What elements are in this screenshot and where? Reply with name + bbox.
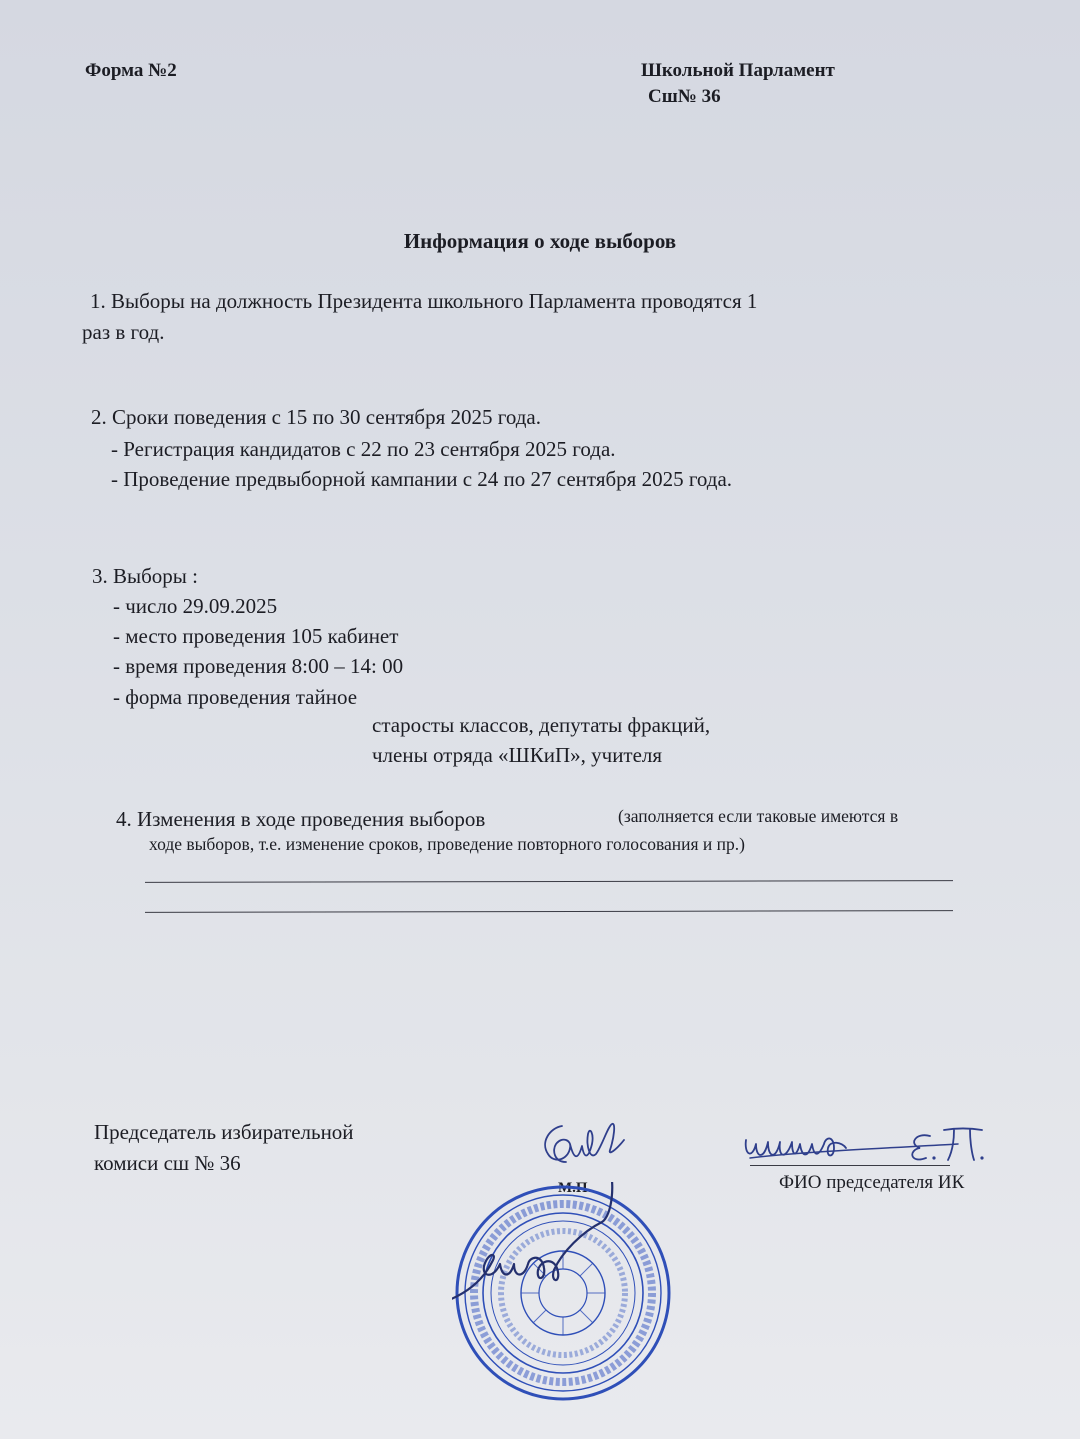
chair-title-line2: комиси сш № 36 xyxy=(94,1151,241,1175)
school-number: Сш№ 36 xyxy=(648,86,721,107)
fio-caption: ФИО председателя ИК xyxy=(779,1172,965,1193)
election-time: - время проведения 8:00 – 14: 00 xyxy=(113,654,404,678)
section3-heading: 3. Выборы : xyxy=(92,564,198,588)
chair-signature xyxy=(532,1114,632,1176)
voters-line2: члены отряда «ШКиП», учителя xyxy=(372,743,663,767)
fill-line-1 xyxy=(145,880,953,883)
section2-heading: 2. Сроки поведения с 15 по 30 сентября 2025 года. xyxy=(91,405,542,429)
section2-registration: - Регистрация кандидатов с 22 по 23 сентября 2025 года. xyxy=(111,437,616,461)
official-stamp xyxy=(452,1182,674,1404)
section2-campaign: - Проведение предвыборной кампании с 24 по 27 сентября 2025 года. xyxy=(111,467,733,491)
section4-note-line2: ходе выборов, т.е. изменение сроков, проведение повторного голосования и пр.) xyxy=(149,834,745,854)
section4-note-line1: (заполняется если таковые имеются в xyxy=(618,806,899,826)
form-number: Форма №2 xyxy=(85,60,177,81)
chair-title-line1: Председатель избирательной xyxy=(94,1120,354,1144)
chair-name-handwritten xyxy=(738,1118,988,1170)
stamp-place-label: М.П. xyxy=(558,1180,592,1196)
voters-line1: старосты классов, депутаты фракций, xyxy=(372,713,711,737)
org-name: Школьной Парламент xyxy=(641,60,835,81)
election-place: - место проведения 105 кабинет xyxy=(113,624,399,648)
section1-line2: раз в год. xyxy=(82,320,165,344)
election-date: - число 29.09.2025 xyxy=(113,594,278,618)
section1-line1: 1. Выборы на должность Президента школьного Парламента проводятся 1 xyxy=(90,289,758,313)
fill-line-2 xyxy=(145,910,953,913)
page-title: Информация о ходе выборов xyxy=(403,229,677,253)
section4-heading: 4. Изменения в ходе проведения выборов xyxy=(116,807,486,831)
election-form: - форма проведения тайное xyxy=(113,685,358,709)
